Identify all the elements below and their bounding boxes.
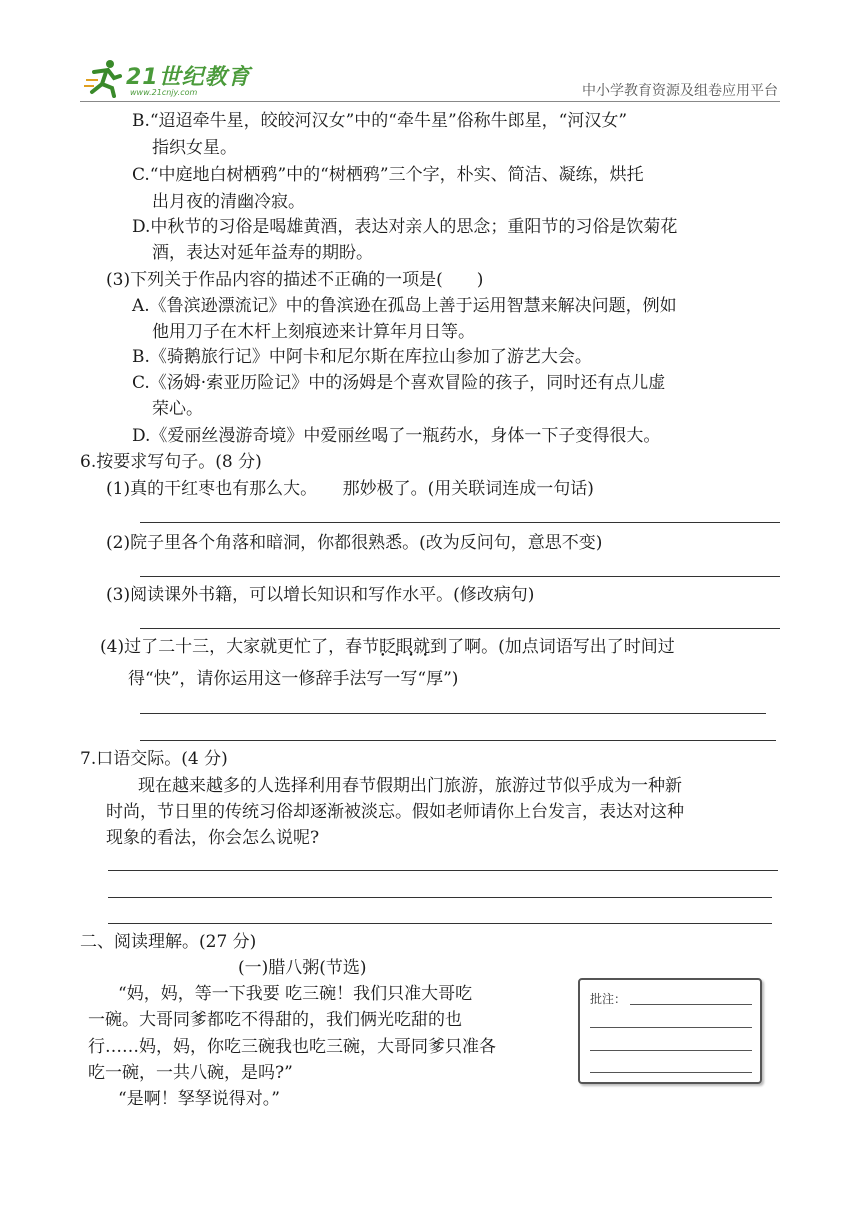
- passage-line-3: 行……妈，妈，你吃三碗我也吃三碗，大哥同爹只准各: [88, 1037, 496, 1057]
- q5-2-option-c-line2: 出月夜的清幽冷寂。: [152, 192, 305, 212]
- q7-para-line1: 现在越来越多的人选择利用春节假期出门旅游，旅游过节似乎成为一种新: [138, 776, 682, 796]
- passage-line-5: “是啊！孥孥说得对。”: [118, 1089, 280, 1109]
- q5-2-option-b-line2: 指织女星。: [152, 138, 237, 158]
- q5-3-option-b: B.《骑鹅旅行记》中阿卡和尼尔斯在库拉山参加了游艺大会。: [132, 347, 592, 367]
- q5-3-stem: (3)下列关于作品内容的描述不正确的一项是( ): [106, 270, 484, 290]
- platform-name: 中小学教育资源及组卷应用平台: [582, 83, 778, 99]
- passage-line-2: 一碗。大哥同爹都吃不得甜的，我们俩光吃甜的也: [88, 1010, 462, 1030]
- q6-title: 6.按要求写句子。(8 分): [80, 452, 262, 472]
- annotation-line-3: [590, 1050, 752, 1051]
- logo-url: www.21cnjy.com: [130, 88, 198, 97]
- q5-3-option-d: D.《爱丽丝漫游奇境》中爱丽丝喝了一瓶药水，身体一下子变得很大。: [132, 426, 661, 446]
- runner-logo-icon: [84, 58, 124, 98]
- q5-2-option-c-line1: C.“中庭地白树栖鸦”中的“树栖鸦”三个字，朴实、简洁、凝练，烘托: [132, 165, 644, 185]
- q6-answer-line-4b[interactable]: [140, 740, 776, 741]
- q6-s4-pre: (4)过了二十三，大家就更忙了，春节: [100, 637, 380, 657]
- q6-answer-line-2[interactable]: [140, 576, 780, 577]
- q7-answer-line-3[interactable]: [108, 923, 772, 924]
- q6-answer-line-4a[interactable]: [140, 713, 766, 714]
- part2-title: 二、阅读理解。(27 分): [80, 932, 257, 952]
- header-divider: [80, 101, 780, 102]
- q5-3-option-c-line2: 荣心。: [152, 399, 203, 419]
- q6-answer-line-1[interactable]: [140, 522, 780, 523]
- q7-title: 7.口语交际。(4 分): [80, 749, 228, 769]
- annotation-line-1: [630, 1004, 752, 1005]
- q6-sentence-4-line2: 得“快”，请你运用这一修辞手法写一写“厚”): [128, 669, 459, 689]
- annotation-box[interactable]: [578, 978, 762, 1084]
- q7-para-line3: 现象的看法，你会怎么说呢?: [106, 828, 320, 848]
- q5-2-option-d-line2: 酒，表达对延年益寿的期盼。: [152, 243, 373, 263]
- q6-sentence-1: (1)真的干红枣也有那么大。 那妙极了。(用关联词连成一句话): [106, 479, 594, 499]
- q6-sentence-3: (3)阅读课外书籍，可以增长知识和写作水平。(修改病句): [106, 585, 535, 605]
- q7-para-line2: 时尚，节日里的传统习俗却逐渐被淡忘。假如老师请你上台发言，表达对这种: [106, 802, 684, 822]
- annotation-line-2: [590, 1027, 752, 1028]
- q6-s4-dotted-word: 眨眼就到 • • • •: [379, 634, 447, 660]
- q6-sentence-2: (2)院子里各个角落和暗洞，你都很熟悉。(改为反问句，意思不变): [106, 533, 603, 553]
- q5-3-option-c-line1: C.《汤姆·索亚历险记》中的汤姆是个喜欢冒险的孩子，同时还有点儿虚: [132, 373, 666, 393]
- q6-s4-post: 了啊。(加点词语写出了时间过: [447, 637, 675, 657]
- q6-answer-line-3[interactable]: [140, 628, 780, 629]
- q5-2-option-d-line1: D.中秋节的习俗是喝雄黄酒，表达对亲人的思念；重阳节的习俗是饮菊花: [132, 217, 678, 237]
- q5-2-option-b-line1: B.“迢迢牵牛星，皎皎河汉女”中的“牵牛星”俗称牛郎星，“河汉女”: [132, 111, 628, 131]
- q5-3-option-a-line1: A.《鲁滨逊漂流记》中的鲁滨逊在孤岛上善于运用智慧来解决问题，例如: [132, 296, 677, 316]
- q7-answer-line-1[interactable]: [108, 870, 778, 871]
- passage-line-4: 吃一碗，一共八碗，是吗?”: [88, 1063, 293, 1083]
- annotation-label: 批注：: [590, 992, 627, 1006]
- q5-3-option-a-line2: 他用刀子在木杆上刻痕迹来计算年月日等。: [152, 322, 475, 342]
- annotation-line-4: [590, 1072, 752, 1073]
- q7-answer-line-2[interactable]: [108, 897, 772, 898]
- q6-sentence-4-line1: [100, 634, 675, 660]
- passage-title: (一)腊八粥(节选): [238, 958, 367, 978]
- logo-text: 21世纪教育: [126, 65, 251, 90]
- site-logo: [84, 58, 284, 102]
- passage-line-1: “妈，妈，等一下我要 吃三碗！我们只准大哥吃: [118, 984, 473, 1004]
